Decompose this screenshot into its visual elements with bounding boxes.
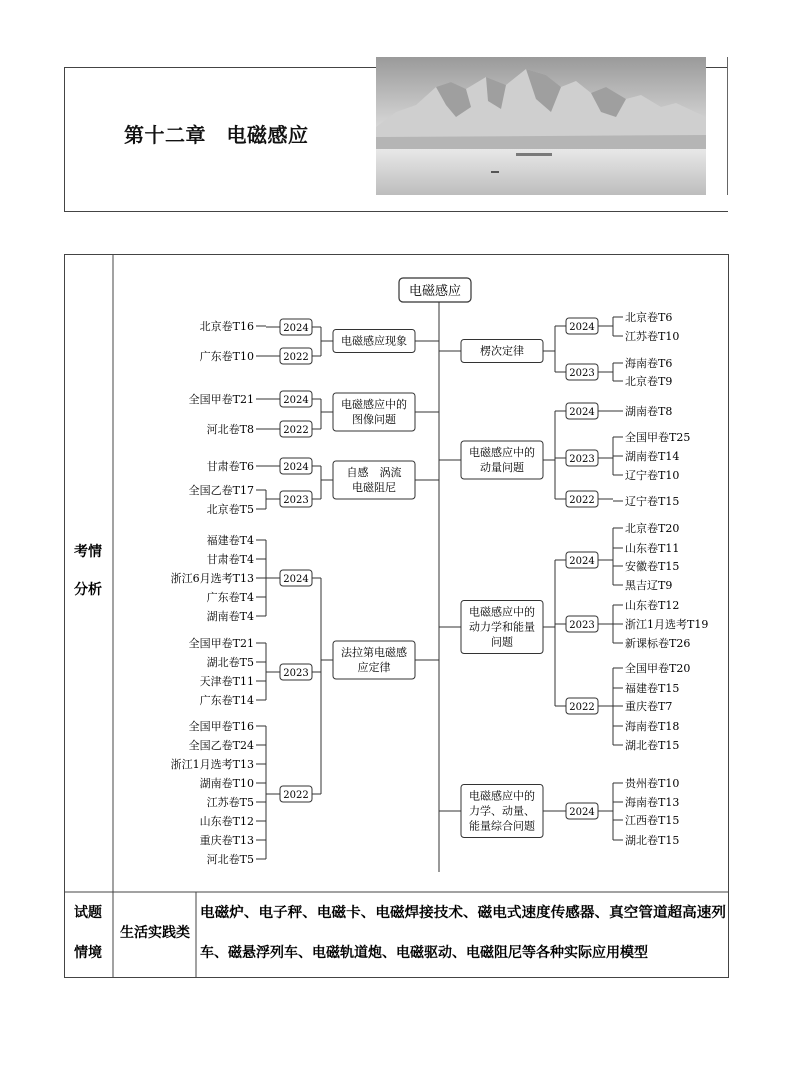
left-year-label: 2023 <box>283 668 309 679</box>
left-exam-item: 甘肃卷T4 <box>206 553 254 566</box>
left-exam-item: 广东卷T10 <box>199 350 254 363</box>
right-year-label: 2024 <box>569 807 595 818</box>
left-topic-label: 电磁感应现象 <box>341 334 407 348</box>
left-year-label: 2022 <box>283 352 309 363</box>
left-year-label: 2024 <box>283 574 309 585</box>
left-exam-item: 全国甲卷T16 <box>188 720 254 733</box>
right-year-label: 2024 <box>569 322 595 333</box>
left-topic-label: 图像问题 <box>352 413 396 426</box>
context-text-line-2: 车、磁悬浮列车、电磁轨道炮、电磁驱动、电磁阻尼等各种实际应用模型 <box>200 945 648 961</box>
left-topic-label: 电磁阻尼 <box>352 481 396 494</box>
right-topic-label: 力学、动量、 <box>469 804 535 818</box>
context-category: 生活实践类 <box>120 925 190 941</box>
right-topic-label: 动力学和能量 <box>469 620 535 634</box>
right-year-label: 2024 <box>569 556 595 567</box>
right-exam-item: 湖北卷T15 <box>625 834 680 847</box>
right-exam-item: 海南卷T13 <box>625 796 680 809</box>
row-label-analysis-1: 考情 <box>74 544 102 560</box>
context-text-line-1: 电磁炉、电子秤、电磁卡、电磁焊接技术、磁电式速度传感器、真空管道超高速列 <box>200 905 704 921</box>
left-exam-item: 湖北卷T5 <box>206 656 254 669</box>
right-exam-item: 浙江1月选考T19 <box>625 618 709 631</box>
right-topic-label: 电磁感应中的 <box>469 789 535 803</box>
root-node-label: 电磁感应 <box>408 284 462 299</box>
left-exam-item: 湖南卷T4 <box>206 610 254 623</box>
right-exam-item: 新课标卷T26 <box>625 637 691 650</box>
left-year-label: 2023 <box>283 495 309 506</box>
right-exam-item: 北京卷T20 <box>625 522 680 535</box>
right-topic-label: 电磁感应中的 <box>469 605 535 619</box>
right-topic-label: 问题 <box>491 635 513 649</box>
left-exam-item: 浙江1月选考T13 <box>170 758 254 771</box>
right-exam-item: 全国甲卷T25 <box>625 431 691 444</box>
left-topic-label: 法拉第电磁感 <box>341 646 407 659</box>
left-year-label: 2022 <box>283 425 309 436</box>
left-year-label: 2024 <box>283 323 309 334</box>
chapter-title: 第十二章 电磁感应 <box>124 123 309 147</box>
left-exam-item: 河北卷T5 <box>206 853 254 866</box>
right-topic-label: 能量综合问题 <box>469 819 535 833</box>
right-exam-item: 辽宁卷T15 <box>625 495 680 508</box>
right-exam-item: 黑吉辽T9 <box>625 579 673 592</box>
left-exam-item: 北京卷T16 <box>199 320 254 333</box>
right-year-label: 2022 <box>569 495 595 506</box>
right-topic-label: 楞次定律 <box>480 344 524 358</box>
right-year-label: 2024 <box>569 407 595 418</box>
left-year-label: 2022 <box>283 790 309 801</box>
left-exam-item: 北京卷T5 <box>206 503 254 516</box>
left-year-label: 2024 <box>283 395 309 406</box>
right-year-label: 2023 <box>569 368 595 379</box>
row-label-context-2: 情境 <box>74 945 102 961</box>
right-exam-item: 江苏卷T10 <box>625 330 680 343</box>
left-exam-item: 江苏卷T5 <box>206 796 254 809</box>
left-exam-item: 山东卷T12 <box>199 815 254 828</box>
right-year-label: 2023 <box>569 454 595 465</box>
left-exam-item: 全国乙卷T17 <box>188 484 254 497</box>
row-label-context-1: 试题 <box>74 905 102 921</box>
left-exam-item: 甘肃卷T6 <box>206 460 254 473</box>
left-exam-item: 河北卷T8 <box>206 423 254 436</box>
right-topic-label: 动量问题 <box>480 461 524 474</box>
right-exam-item: 山东卷T11 <box>625 542 680 555</box>
right-exam-item: 湖南卷T14 <box>625 450 680 463</box>
left-exam-item: 浙江6月选考T13 <box>170 572 254 585</box>
left-topic-label: 电磁感应中的 <box>341 398 407 411</box>
left-exam-item: 全国乙卷T24 <box>188 739 254 752</box>
left-exam-item: 广东卷T4 <box>206 591 254 604</box>
right-exam-item: 海南卷T6 <box>625 357 673 370</box>
right-exam-item: 全国甲卷T20 <box>625 662 691 675</box>
left-exam-item: 福建卷T4 <box>206 534 254 547</box>
left-topic-label: 应定律 <box>357 661 391 674</box>
left-exam-item: 广东卷T14 <box>199 694 254 707</box>
right-exam-item: 北京卷T9 <box>625 375 673 388</box>
left-exam-item: 重庆卷T13 <box>199 834 254 847</box>
right-topic-label: 电磁感应中的 <box>469 446 535 459</box>
right-exam-item: 福建卷T15 <box>625 682 680 695</box>
right-exam-item: 湖北卷T15 <box>625 739 680 752</box>
right-exam-item: 湖南卷T8 <box>625 405 673 418</box>
right-exam-item: 安徽卷T15 <box>625 560 680 573</box>
right-exam-item: 海南卷T18 <box>625 720 680 733</box>
left-exam-item: 全国甲卷T21 <box>188 393 254 406</box>
right-exam-item: 辽宁卷T10 <box>625 469 680 482</box>
right-year-label: 2022 <box>569 702 595 713</box>
right-year-label: 2023 <box>569 620 595 631</box>
right-exam-item: 江西卷T15 <box>625 814 680 827</box>
row-label-analysis-2: 分析 <box>74 582 102 598</box>
left-topic-label: 自感 涡流 <box>346 466 402 479</box>
left-exam-item: 湖南卷T10 <box>199 777 254 790</box>
left-exam-item: 天津卷T11 <box>199 675 254 688</box>
right-exam-item: 山东卷T12 <box>625 599 680 612</box>
right-exam-item: 重庆卷T7 <box>625 700 673 713</box>
left-exam-item: 全国甲卷T21 <box>188 637 254 650</box>
left-year-label: 2024 <box>283 462 309 473</box>
right-exam-item: 北京卷T6 <box>625 311 673 324</box>
right-exam-item: 贵州卷T10 <box>625 777 680 790</box>
